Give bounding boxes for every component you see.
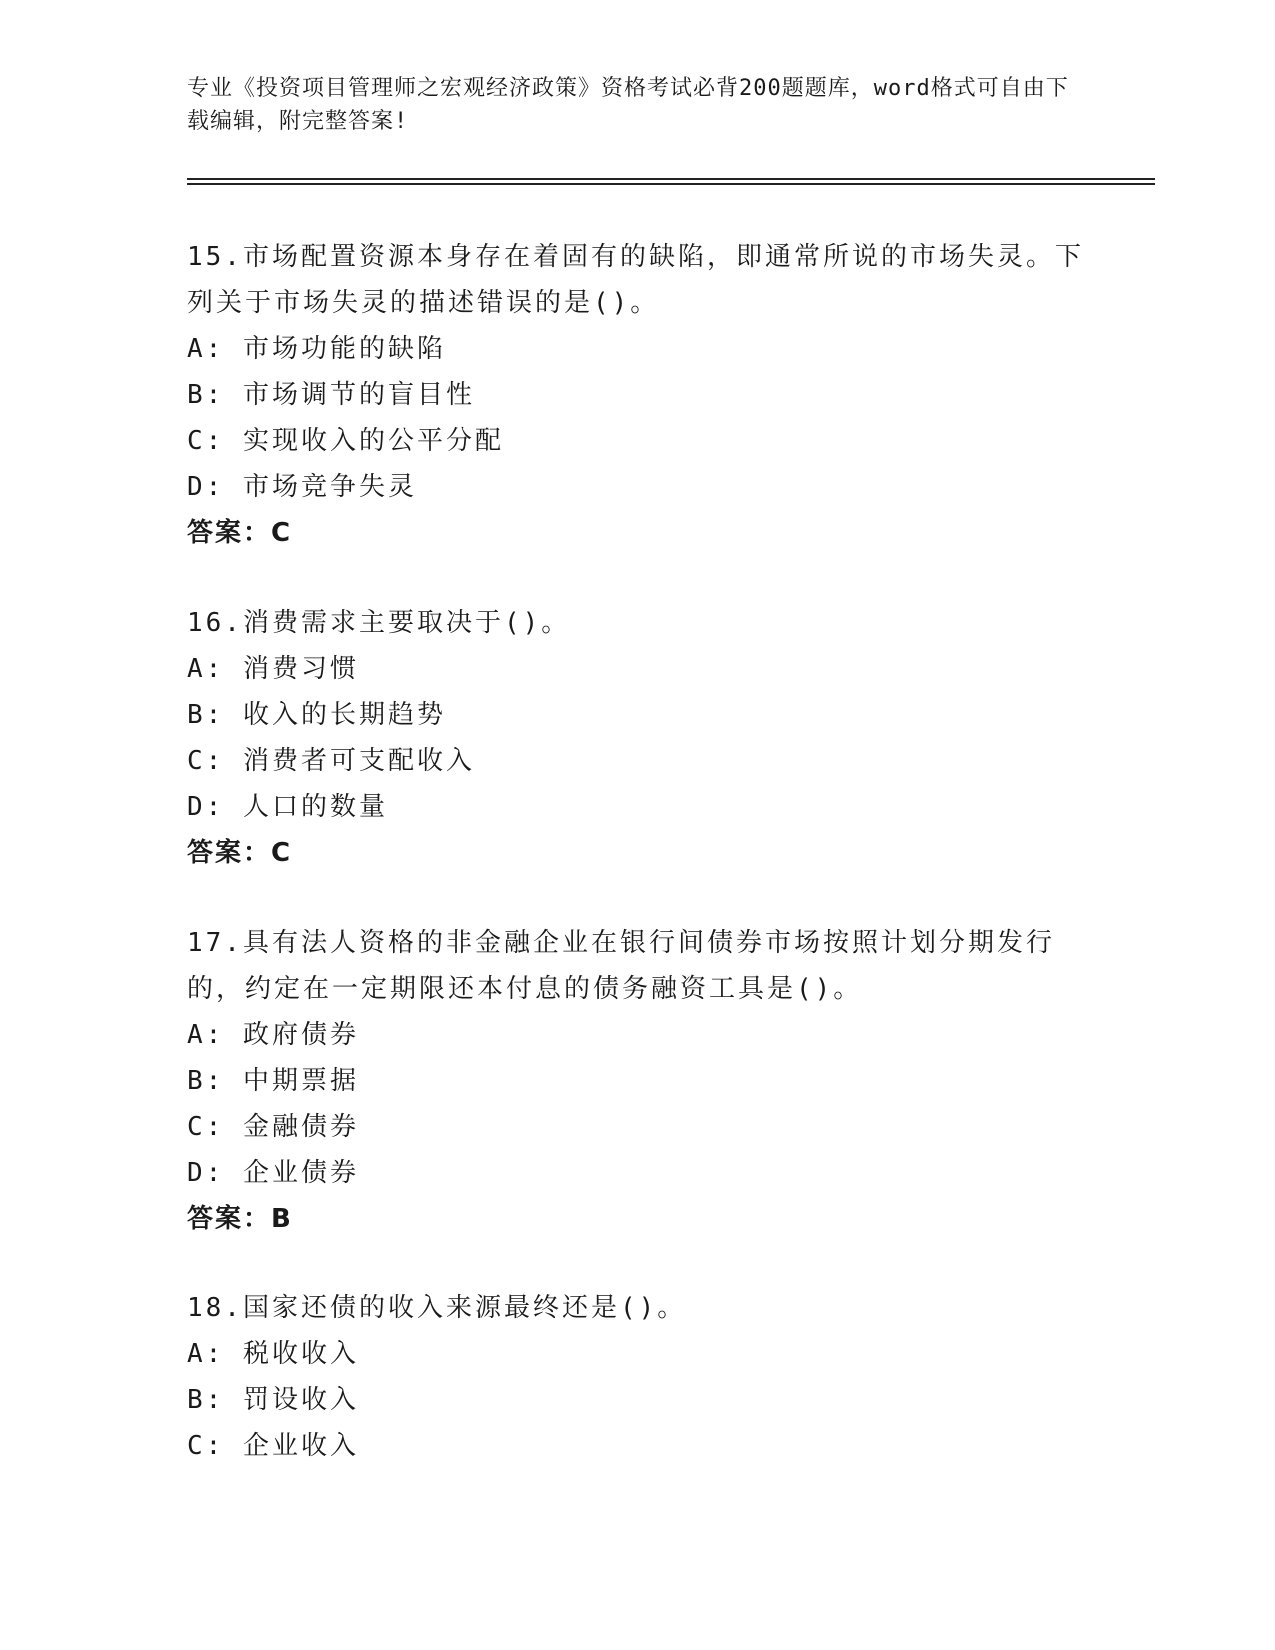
answer: 答案：B [187, 1204, 293, 1234]
answer: 答案：C [187, 518, 293, 548]
question-17 [187, 920, 1087, 1242]
question-stem: 15.市场配置资源本身存在着固有的缺陷，即通常所说的市场失灵。下列关于市场失灵的描述错误的是()。 [187, 242, 1084, 318]
option-c: C: 企业收入 [187, 1431, 359, 1461]
header-divider-bottom [187, 183, 1155, 185]
question-18 [187, 1285, 1087, 1469]
question-15 [187, 234, 1087, 556]
option-a: A: 政府债券 [187, 1020, 359, 1050]
option-b: B: 收入的长期趋势 [187, 700, 446, 730]
option-a: A: 税收收入 [187, 1339, 359, 1369]
option-a: A: 消费习惯 [187, 654, 359, 684]
question-16 [187, 600, 1087, 876]
answer: 答案：C [187, 838, 293, 868]
option-c: C: 消费者可支配收入 [187, 746, 475, 776]
option-c: C: 实现收入的公平分配 [187, 426, 504, 456]
option-d: D: 人口的数量 [187, 792, 388, 822]
document-header: 专业《投资项目管理师之宏观经济政策》资格考试必背200题题库，word格式可自由下载编辑，附完整答案! [187, 76, 1069, 134]
question-stem: 16.消费需求主要取决于()。 [187, 608, 571, 638]
question-stem: 17.具有法人资格的非金融企业在银行间债券市场按照计划分期发行的，约定在一定期限还本付息的债务融资工具是()。 [187, 928, 1055, 1004]
question-stem: 18.国家还债的收入来源最终还是()。 [187, 1293, 687, 1323]
option-d: D: 市场竞争失灵 [187, 472, 417, 502]
option-d: D: 企业债券 [187, 1158, 359, 1188]
option-a: A: 市场功能的缺陷 [187, 334, 446, 364]
option-b: B: 罚设收入 [187, 1385, 359, 1415]
option-b: B: 中期票据 [187, 1066, 359, 1096]
header-divider-top [187, 178, 1155, 180]
option-b: B: 市场调节的盲目性 [187, 380, 475, 410]
option-c: C: 金融债券 [187, 1112, 359, 1142]
